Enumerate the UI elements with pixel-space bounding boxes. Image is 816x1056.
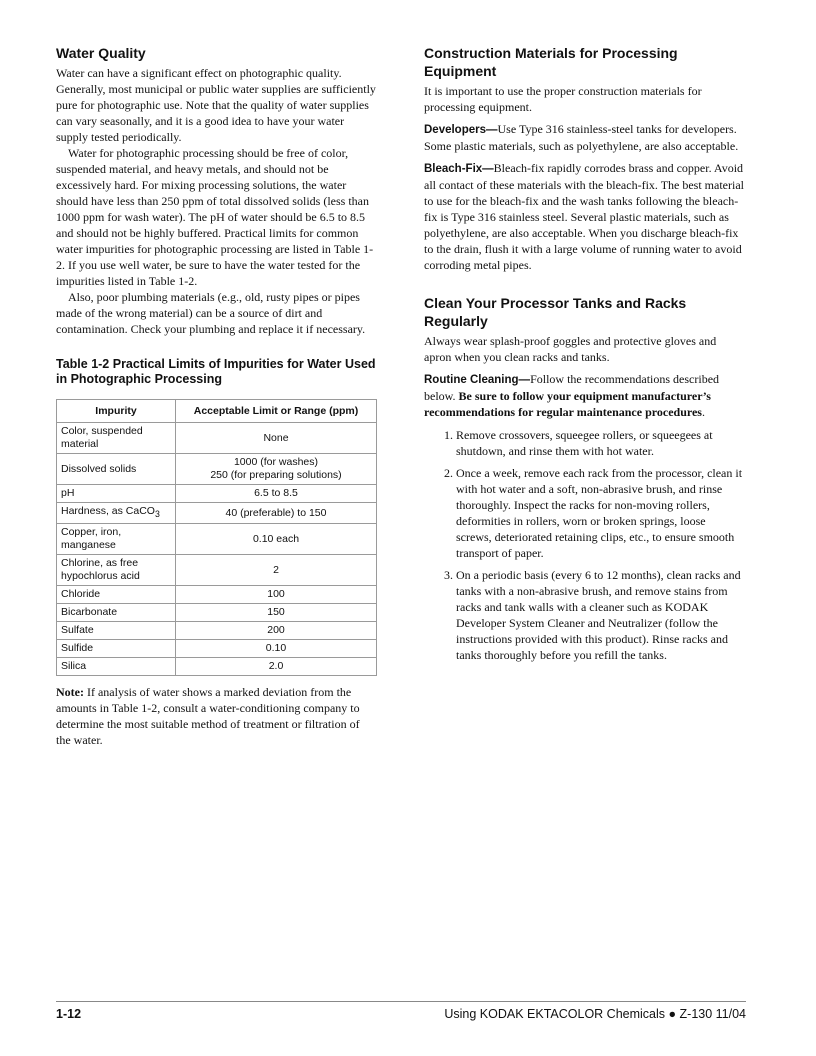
subscript: 3 xyxy=(154,509,160,520)
list-item: 1. Remove crossovers, squeegee rollers, or squeegees at shutdown, and rinse them with hot water. xyxy=(456,427,744,459)
page-number: 1-12 xyxy=(56,1007,82,1021)
cleaning-steps-list xyxy=(424,427,744,663)
limit-cell: 40 (preferable) to 150 xyxy=(176,503,377,524)
impurity-cell: pH xyxy=(57,485,176,503)
limit-cell: 0.10 each xyxy=(176,524,377,555)
table-header-row xyxy=(57,400,377,423)
limit-cell: 100 xyxy=(176,586,377,604)
limit-cell: 150 xyxy=(176,604,377,622)
developers-label: Developers— xyxy=(424,124,498,136)
table-row xyxy=(57,604,377,622)
water-quality-paragraph-3: Also, poor plumbing materials (e.g., old, rusty pipes or pipes made of the wrong material) can be a source of dirt and contamination. Check your plumbing and replace it if necessary. xyxy=(56,290,366,336)
impurity-cell: Color, suspended material xyxy=(57,423,176,454)
note-text: If analysis of water shows a marked deviation from the amounts in Table 1-2, consult a water-conditioning company to determine the most suitable method of treatment or filtration of the water. xyxy=(56,685,360,748)
table-row xyxy=(57,658,377,676)
limit-cell: 2.0 xyxy=(176,658,377,676)
limit-line-1: 1000 (for washes) xyxy=(233,456,319,468)
impurity-cell: Silica xyxy=(57,658,176,676)
impurity-cell: Copper, iron, manganese xyxy=(57,524,176,555)
limit-cell: None xyxy=(176,423,377,454)
limit-cell xyxy=(176,454,377,485)
impurities-table xyxy=(56,399,377,676)
table-row xyxy=(57,485,377,503)
impurity-cell: Dissolved solids xyxy=(57,454,176,485)
list-item: 2. Once a week, remove each rack from the processor, clean it with hot water and a soft, non-abrasive brush, and rinse thoroughly. Inspect the racks for non-moving rollers, deformities in rollers, worn or broken springs, loose screws, deteriorated retaining clips, etc., to ensure smooth transport of paper. xyxy=(456,465,744,561)
bleach-fix-paragraph xyxy=(424,160,744,273)
impurity-cell: Sulfide xyxy=(57,640,176,658)
impurity-cell: Chloride xyxy=(57,586,176,604)
table-row xyxy=(57,555,377,586)
clean-heading: Clean Your Processor Tanks and Racks Regularly xyxy=(424,295,687,329)
table-row xyxy=(57,423,377,454)
table-caption: Table 1-2 Practical Limits of Impurities for Water Used in Photographic Processing xyxy=(56,357,376,386)
table-header-impurity: Impurity xyxy=(57,400,176,423)
limit-cell: 2 xyxy=(176,555,377,586)
water-quality-heading: Water Quality xyxy=(56,45,146,61)
clean-intro: Always wear splash-proof goggles and protective gloves and apron when you clean racks and tanks. xyxy=(424,334,717,364)
impurity-cell: Sulfate xyxy=(57,622,176,640)
water-quality-paragraph-1: Water can have a significant effect on photographic quality. Generally, most municipal or public water supplies are sufficiently pure for photographic use. Note that the quality of water supplies can vary seasonally, and it is a good idea to have your water supply tested periodically. xyxy=(56,66,376,144)
developers-text: Use Type 316 stainless-steel tanks for developers. Some plastic materials, such as polyethylene, are also acceptable. xyxy=(424,122,739,153)
bleach-fix-label: Bleach-Fix— xyxy=(424,163,494,175)
routine-cleaning-paragraph xyxy=(424,371,744,420)
routine-cleaning-emphasis: Be sure to follow your equipment manufacturer’s recommendations for regular maintenance procedures xyxy=(424,389,711,419)
note-label: Note: xyxy=(56,685,84,700)
impurity-cell: Chlorine, as free hypochlorus acid xyxy=(57,555,176,586)
construction-intro: It is important to use the proper construction materials for processing equipment. xyxy=(424,84,702,114)
limit-cell: 6.5 to 8.5 xyxy=(176,485,377,503)
table-header-limit: Acceptable Limit or Range (ppm) xyxy=(176,400,377,423)
impurity-text: Hardness, as CaCO xyxy=(61,505,155,517)
list-item: 3. On a periodic basis (every 6 to 12 months), clean racks and tanks with a non-abrasive brush, and remove stains from racks and tank walls with a cleaner such as KODAK Developer System Cleaner and Neutralizer (follow the instructions provided with this product). Rinse racks and tanks thoroughly before you refill the tanks. xyxy=(456,567,744,663)
table-row xyxy=(57,454,377,485)
impurity-cell xyxy=(57,503,176,524)
note-paragraph xyxy=(56,684,376,748)
developers-paragraph xyxy=(424,121,744,154)
footer-title: Using KODAK EKTACOLOR Chemicals ● Z-130 11/04 xyxy=(444,1007,746,1021)
table-row xyxy=(57,524,377,555)
table-row xyxy=(57,586,377,604)
construction-heading: Construction Materials for Processing Equipment xyxy=(424,45,678,79)
water-quality-paragraph-2: Water for photographic processing should be free of color, suspended material, and heavy metals, and should not be excessively hard. For mixing processing solutions, the water should have less than 250 ppm of total dissolved solids (less than 1000 ppm for wash water). The pH of water should be 6.5 to 8.5 and should not be highly buffered. Practical limits for common water impurities for photographic processing are listed in Table 1-2. If you use well water, be sure to have the water tested for the impurities listed in Table 1-2. xyxy=(56,146,374,288)
routine-cleaning-text: Follow the recommendations described below. xyxy=(424,372,720,403)
table-row xyxy=(57,503,377,524)
left-column xyxy=(56,44,376,748)
routine-cleaning-end: . xyxy=(701,405,705,419)
limit-cell: 0.10 xyxy=(176,640,377,658)
right-column xyxy=(424,44,744,669)
routine-cleaning-label: Routine Cleaning— xyxy=(424,374,531,386)
table-row xyxy=(57,622,377,640)
limit-cell: 200 xyxy=(176,622,377,640)
table-row xyxy=(57,640,377,658)
impurity-cell: Bicarbonate xyxy=(57,604,176,622)
limit-line-2: 250 (for preparing solutions) xyxy=(210,469,342,481)
page-footer xyxy=(56,1001,746,1021)
bleach-fix-text: Bleach-fix rapidly corrodes brass and copper. Avoid all contact of these materials with the bleach-fix. The best material to use for the bleach-fix and the wash tanks following the bleach-fix is Type 316 stainless steel. Several plastic materials, such as polyethylene, are also acceptable. When you discharge bleach-fix to the drain, flush it with a large volume of running water to avoid corroding metal pipes. xyxy=(424,161,744,272)
